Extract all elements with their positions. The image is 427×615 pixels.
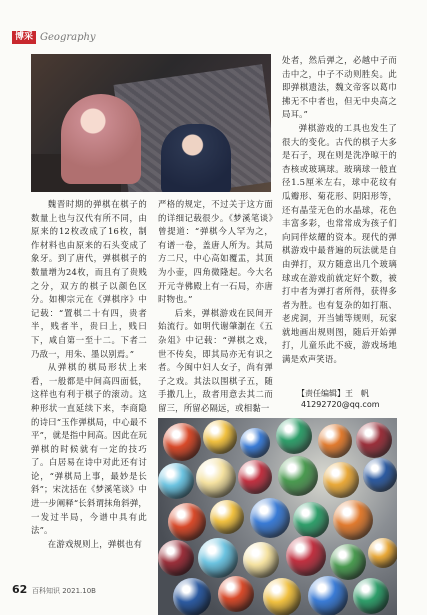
glass-marble bbox=[168, 503, 206, 541]
section-tag: 博采 bbox=[12, 31, 36, 44]
paragraph: 从弹棋的棋局形状上来看，一般都是中间高四面低，这样也有利于棋子的滚动。这种形状一直延续下来，李商隐的诗曰“玉作弹棋局，中心最不平”，就是指中间高。因此在玩弹棋的时候就有一定的技巧了。白居易在诗中对此还有讨论，“弹棋局上事，最妙是长斜”；宋沈括在《梦溪笔谈》中进一步阐释“长斜谓抹角斜弹，一发过半局，今谱中具有此法”。 bbox=[31, 362, 147, 536]
paragraph: 在游戏规则上，弹棋也有 bbox=[47, 538, 143, 549]
glass-marble bbox=[250, 498, 290, 538]
glass-marble bbox=[353, 578, 389, 614]
glass-marble bbox=[356, 422, 392, 458]
glass-marble bbox=[276, 418, 312, 454]
glass-marble bbox=[218, 576, 254, 612]
paragraph: 弹棋游戏的工具也发生了很大的变化。古代的棋子大多是石子，现在则是洗净晾干的杏核或玻璃球。玻璃球一般直径1.5厘米左右，球中花纹有瓜瓣形、菊花形、阴阳形等，还有晶莹无色的水晶球，花色丰富多彩，也常常成为孩子们向同伴炫耀的资本。现代的弹棋游戏中最普遍的玩法就是自由弹打，双方随意出几个玻璃球或在游戏前就定好个数，被打中者为弹打者所得，获得多者为胜。也有复杂的如打瓶、老虎洞，开当铺等规则，玩家就地画出规则图，随后开始弹打，儿童乐此不疲，游戏场地满是欢声笑语。 bbox=[282, 122, 397, 365]
section-header bbox=[12, 31, 96, 44]
column-3 bbox=[282, 54, 397, 367]
journal-issue: 百科知识 2021.10B bbox=[32, 587, 96, 595]
glass-marble bbox=[363, 458, 397, 492]
doll-figure-left bbox=[61, 94, 141, 184]
glass-marble bbox=[203, 420, 237, 454]
glass-marble bbox=[158, 463, 194, 499]
paragraph: 处者，然后弹之，必越中子而击中之，中子不动则胜矣。此即弹棋遗法，魏文帝客以葛巾拂无不中者也，但无中央高之局耳。” bbox=[282, 55, 397, 120]
glass-marble bbox=[263, 578, 301, 615]
paragraph: 严格的规定，不过关于这方面的详细记载很少。《梦溪笔谈》曾提道：“弹棋今人罕为之，有谱一卷，盖唐人所为。其局方二尺，中心高如覆盂，其顶为小壶，四角微隆起。今大名开元寺佛殿上有一石局，亦唐时物也。” bbox=[158, 199, 273, 305]
glass-marble bbox=[198, 538, 238, 578]
glass-marble bbox=[240, 428, 270, 458]
responsible-editor: 【责任编辑】王 帆 bbox=[297, 389, 369, 398]
column-1 bbox=[31, 198, 147, 551]
glass-marble bbox=[196, 458, 236, 498]
glass-marble bbox=[318, 424, 352, 458]
glass-marble bbox=[293, 502, 329, 538]
glass-marble bbox=[308, 576, 348, 615]
glass-marble bbox=[333, 500, 373, 540]
doll-photo bbox=[31, 54, 271, 192]
glass-marble bbox=[323, 462, 359, 498]
section-english: Geography bbox=[40, 32, 96, 43]
page-number: 62 bbox=[12, 583, 28, 596]
paragraph: 后来，弹棋游戏在民间开始流行。如明代谢肇淛在《五杂俎》中记载：“弹棋之戏，世不传矣，即其局亦无有识之者。今闽中妇人女子，尚有弹子之戏。其法以围棋子五，随手撒几上，敌者用意去其二而留三，所留必隔远，或相黏一 bbox=[158, 307, 273, 413]
glass-marble bbox=[158, 540, 194, 576]
glass-marble bbox=[368, 538, 397, 568]
glass-marble bbox=[173, 578, 211, 615]
doll-figure-right bbox=[161, 124, 231, 192]
glass-marble bbox=[238, 460, 272, 494]
glass-marble bbox=[210, 500, 244, 534]
glass-marble bbox=[243, 542, 279, 578]
editor-email: 41292720@qq.com bbox=[301, 400, 380, 409]
glass-marble bbox=[278, 456, 318, 496]
glass-marble bbox=[330, 544, 366, 580]
paragraph: 魏晋时期的弹棋在棋子的数量上也与汉代有所不同，由原来的12枚改成了16枚，制作材料也由原来的石头变成了象牙。到了唐代，弹棋棋子的数量增为24枚，而且有了贵贱之分，双方的棋子以颜色区分。如柳宗元在《弹棋序》中记载：“置棋二十有四，贵者半，贱者半，贵曰上，贱曰下，咸自第一至十二。下者二乃敌一，用朱、墨以别焉。” bbox=[31, 199, 147, 359]
marbles-photo bbox=[158, 418, 397, 615]
column-2 bbox=[158, 198, 273, 416]
glass-marble bbox=[163, 423, 201, 461]
glass-marble bbox=[286, 536, 326, 576]
